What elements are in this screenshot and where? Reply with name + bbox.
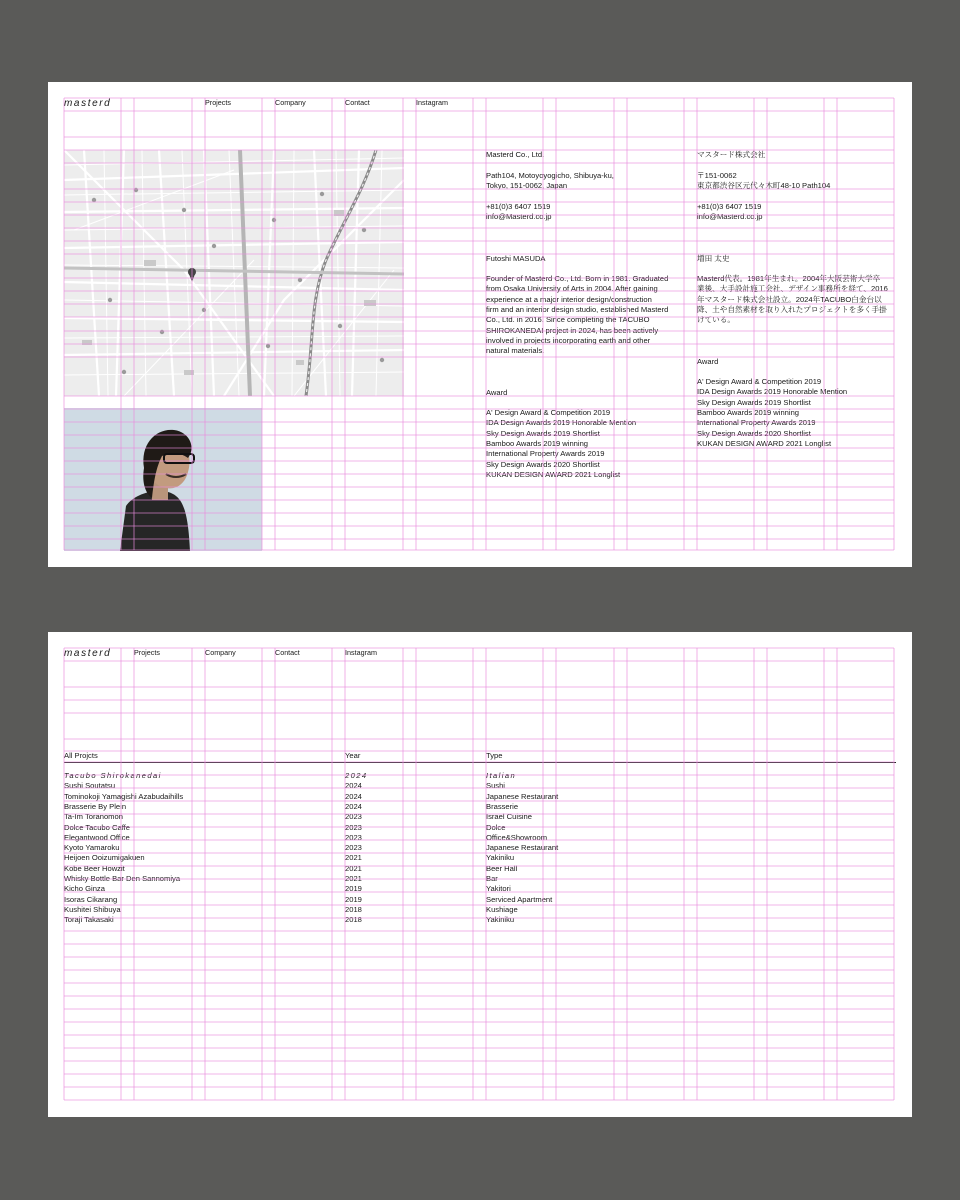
company-address-jp: 東京都渋谷区元代々木町48-10 Path104 (697, 181, 831, 190)
project-type: Yakitori (486, 884, 511, 894)
project-name[interactable]: Heijoen Ooizumigakuen (64, 853, 145, 863)
award-item-jp: A' Design Award & Competition 2019 (697, 377, 822, 386)
award-item-jp: Sky Design Awards 2019 Shortlist (697, 397, 811, 407)
founder-bio-line-en: involved in projects incorporating earth and other (486, 335, 651, 345)
project-year: 2018 (345, 915, 362, 925)
founder-name-jp: 増田 太史 (697, 254, 730, 263)
founder-bio-line-en: firm and an interior design studio, established Masterd (486, 304, 669, 314)
project-type: Israel Cuisine (486, 812, 533, 822)
project-year: 2023 (345, 822, 362, 832)
project-type: Yakiniku (486, 853, 515, 863)
project-year: 2019 (345, 884, 362, 894)
company-page-sheet (48, 82, 912, 567)
nav-company-link[interactable]: Company (275, 98, 306, 107)
founder-bio-line-en: experience at a major interior design/construction (486, 294, 652, 304)
award-item-en: IDA Design Awards 2019 Honorable Mention (486, 418, 637, 428)
company-name-jp: マスタード株式会社 (697, 150, 766, 159)
founder-bio-line-en: Co., Ltd. in 2016. Since completing the TACUBO (486, 315, 650, 325)
founder-portrait-photo (64, 408, 262, 551)
project-name[interactable]: Ta-Im Toranomon (64, 812, 123, 822)
award-item-en: Bamboo Awards 2019 winning (486, 438, 589, 448)
award-item-en: Sky Design Awards 2020 Shortlist (486, 459, 600, 469)
project-year: 2023 (345, 812, 362, 822)
founder-bio-line-en: SHIROKANEDAI project in 2024, has been actively (486, 325, 659, 335)
project-type: Beer Hall (486, 863, 518, 873)
award-item-en: A' Design Award & Competition 2019 (486, 408, 611, 417)
project-name[interactable]: Brasserie By Plein (64, 801, 127, 811)
award-item-en: Sky Design Awards 2019 Shortlist (486, 428, 600, 438)
project-year: 2021 (345, 853, 362, 863)
project-name[interactable]: Dolce Tacubo Caffe (64, 822, 130, 832)
founder-bio-line-jp: 年マスタード株式会社設立。2024年TACUBO白金台以 (697, 294, 882, 304)
project-type: Kushiage (486, 904, 518, 914)
project-name[interactable]: Isoras Cikarang (64, 894, 118, 904)
project-name[interactable]: Toraji Takasaki (64, 915, 114, 925)
founder-name-en: Futoshi MASUDA (486, 254, 546, 263)
project-name[interactable]: Kobe Beer Howzit (64, 863, 125, 873)
portrait-illustration (64, 408, 262, 551)
masterd-logo[interactable]: masterd (64, 648, 112, 659)
projects-column-header-year[interactable]: Year (345, 751, 361, 760)
projects-column-header-type[interactable]: Type (486, 751, 503, 760)
project-year: 2021 (345, 863, 362, 873)
project-name[interactable]: Sushi Soutatsu (64, 781, 116, 791)
nav-company-link[interactable]: Company (205, 648, 236, 657)
projects-page-sheet (48, 632, 912, 1117)
header-divider (64, 762, 896, 763)
award-item-jp: IDA Design Awards 2019 Honorable Mention (697, 387, 848, 397)
project-year: 2024 (345, 781, 362, 791)
project-name[interactable]: Tominokoji Yamagishi Azabudaihills (64, 791, 184, 801)
nav-projects-link[interactable]: Projects (205, 98, 231, 107)
award-heading-jp: Award (697, 357, 719, 366)
project-year: 2023 (345, 843, 362, 853)
company-address-line2: Tokyo, 151-0062, Japan (486, 181, 568, 190)
project-type: Italian (486, 771, 517, 780)
project-type: Dolce (486, 822, 506, 832)
founder-bio-line-en: Founder of Masterd Co., Ltd. Born in 1981. Graduated (486, 274, 669, 283)
project-type: Bar (486, 874, 498, 883)
project-name[interactable]: Kushitei Shibuya (64, 904, 121, 914)
project-type: Japanese Restaurant (486, 843, 559, 853)
project-type: Office&Showroom (486, 832, 548, 842)
project-type: Sushi (486, 781, 505, 791)
project-year: 2024 (345, 801, 362, 811)
project-year: 2019 (345, 894, 362, 904)
company-phone[interactable]: +81(0)3 6407 1519 (486, 202, 551, 211)
project-name[interactable]: Whisky Bottle Bar Den Sannomiya (64, 874, 181, 883)
project-type: Japanese Restaurant (486, 791, 559, 801)
masterd-logo[interactable]: masterd (64, 98, 112, 109)
company-name-en: Masterd Co., Ltd. (486, 150, 545, 159)
nav-contact-link[interactable]: Contact (345, 98, 370, 107)
project-year: 2021 (345, 874, 362, 883)
project-type: Serviced Apartment (486, 894, 553, 904)
project-name[interactable]: Kyoto Yamaroku (64, 843, 120, 853)
award-item-jp: Sky Design Awards 2020 Shortlist (697, 428, 811, 438)
project-name[interactable]: Kicho Ginza (64, 884, 105, 894)
nav-instagram-link[interactable]: Instagram (345, 648, 377, 657)
founder-bio-line-en: from Osaka University of Arts in 2004. After gaining (486, 284, 658, 294)
project-name[interactable]: Elegantwood Office (64, 832, 130, 842)
award-item-en: International Property Awards 2019 (486, 449, 605, 459)
nav-projects-link[interactable]: Projects (134, 648, 160, 657)
company-address-line1: Path104, Motoyoyogicho, Shibuya-ku, (486, 171, 614, 180)
nav-contact-link[interactable]: Contact (275, 648, 300, 657)
founder-bio-line-jp: Masterd代表。1981年生まれ。2004年大阪芸術大学卒 (697, 274, 881, 283)
award-heading-en: Award (486, 388, 508, 397)
founder-bio-line-en: natural materials. (486, 346, 545, 356)
company-email-jp[interactable]: info@Masterd.co.jp (697, 212, 763, 221)
award-item-jp: Bamboo Awards 2019 winning (697, 407, 800, 417)
founder-bio-line-jp: 業後、大手設計施工会社、デザイン事務所を経て、2016 (697, 284, 888, 294)
office-location-map[interactable] (64, 150, 404, 396)
company-phone-jp[interactable]: +81(0)3 6407 1519 (697, 202, 762, 211)
project-type: Brasserie (486, 801, 519, 811)
projects-column-header-name[interactable]: All Projcts (64, 751, 98, 760)
award-item-jp: KUKAN DESIGN AWARD 2021 Longlist (697, 438, 832, 448)
map-illustration (64, 150, 404, 396)
project-year: 2018 (345, 904, 362, 914)
nav-instagram-link[interactable]: Instagram (416, 98, 448, 107)
founder-bio-line-jp: けている。 (697, 315, 735, 325)
project-name[interactable]: Tacubo Shirokanedai (64, 771, 162, 780)
award-item-en: KUKAN DESIGN AWARD 2021 Longlist (486, 469, 621, 479)
project-year: 2024 (345, 791, 362, 801)
award-item-jp: International Property Awards 2019 (697, 418, 816, 428)
project-year: 2024 (345, 771, 368, 780)
company-postal-jp: 〒151-0062 (697, 171, 737, 180)
project-year: 2023 (345, 832, 362, 842)
project-type: Yakiniku (486, 915, 515, 925)
company-email[interactable]: info@Masterd.co.jp (486, 212, 552, 221)
founder-bio-line-jp: 降、土や自然素材を取り入れたプロジェクトを多く手掛 (697, 304, 887, 314)
